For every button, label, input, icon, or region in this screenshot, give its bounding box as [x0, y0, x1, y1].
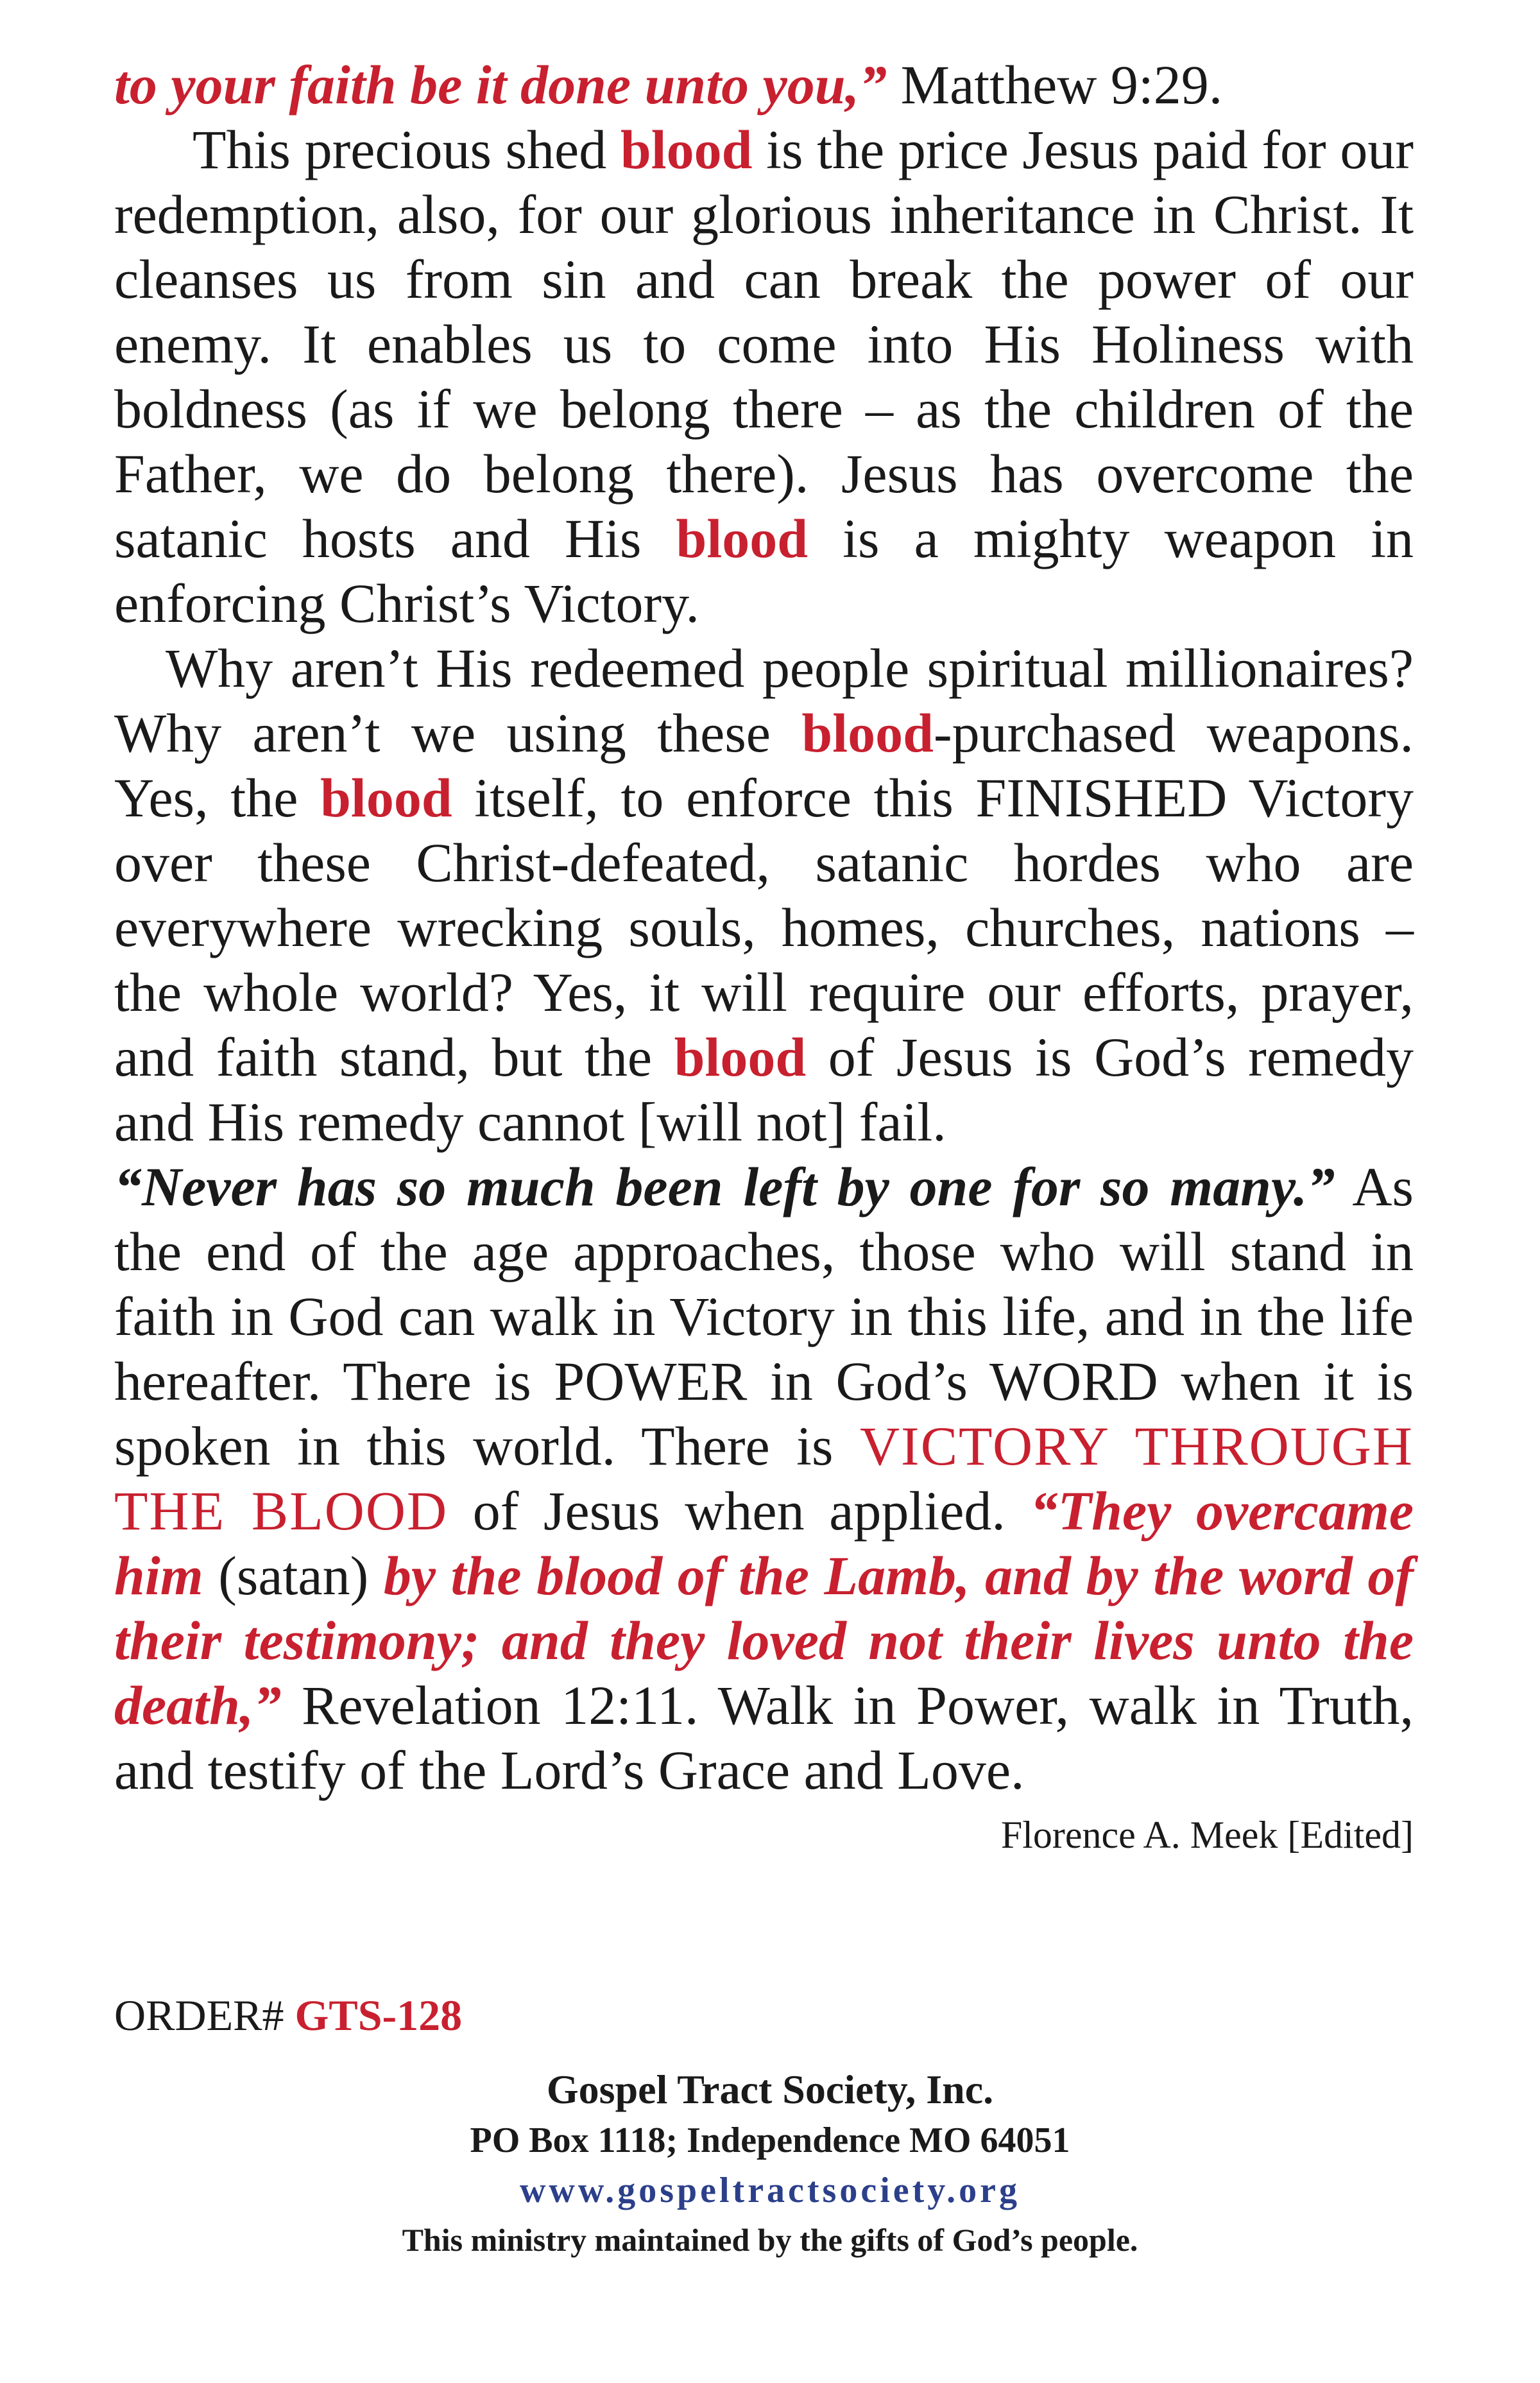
- highlight-blood: blood: [320, 767, 452, 829]
- bold-quote: “Never has so much been left by one for so many.”: [114, 1156, 1335, 1217]
- highlight-blood: blood: [801, 702, 934, 764]
- order-number: [114, 1990, 462, 2041]
- highlight-blood: blood: [674, 1026, 807, 1088]
- order-label: ORDER#: [114, 1991, 295, 2040]
- text-run: -purchased weapons. Yes, the: [114, 702, 1414, 829]
- text-run: (satan): [203, 1545, 384, 1606]
- organization-name: Gospel Tract Society, Inc.: [546, 2067, 994, 2112]
- text-run: As the end of the age approaches, those who will stand in faith in God can walk in Victory in this life, and in the life hereafter. There is POWER in God’s WORD when it is spoken in this world. There is: [114, 1156, 1414, 1477]
- paragraph-never-so-much: [114, 1155, 1414, 1856]
- scripture-reference: Matthew 9:29.: [887, 54, 1223, 116]
- order-code: GTS-128: [295, 1991, 463, 2040]
- author-attribution: Florence A. Meek [Edited]: [1000, 1814, 1414, 1856]
- organization-address: PO Box 1118; Independence MO 64051: [470, 2121, 1070, 2160]
- text-run: This precious shed: [193, 119, 620, 180]
- scripture-quote: “They overcame him: [114, 1480, 1414, 1606]
- text-run: is a mighty weapon in enforcing Christ’s Victory.: [114, 508, 1414, 634]
- text-run: itself, to enforce this FINISHED Victory over these Christ-defeated, satanic hordes who are everywhere wrecking souls, homes, churches, nations – the whole world? Yes, it will require our efforts, prayer, and faith stand, but the: [114, 767, 1414, 1088]
- highlight-victory: VICTORY THROUGH THE BLOOD: [114, 1415, 1414, 1542]
- text-run: Why aren’t His redeemed people spiritual millionaires? Why aren’t we using these: [114, 637, 1414, 764]
- paragraph-opening-quote: [114, 53, 1414, 117]
- ministry-note: This ministry maintained by the gifts of God’s people.: [402, 2222, 1138, 2258]
- text-run: is the price Jesus paid for our redemption, also, for our glorious inheritance in Christ. It cleanses us from sin and can break the power of our enemy. It enables us to come into His Holiness with boldness (as if we belong there – as the children of the Father, we do belong there). Jesus has overcome the satanic hosts and His: [114, 119, 1414, 569]
- text-run: of Jesus is God’s remedy and His remedy cannot [will not] fail.: [114, 1026, 1414, 1153]
- paragraph-precious-blood: [114, 117, 1414, 636]
- scripture-quote: by the blood of the Lamb, and by the word of their testimony; and they loved not their lives unto the death,”: [114, 1545, 1414, 1736]
- text-run: Revelation 12:11. Walk in Power, walk in Truth, and testify of the Lord’s Grace and Love.: [114, 1674, 1414, 1801]
- tract-body: [114, 53, 1414, 1868]
- organization-website[interactable]: www.gospeltractsociety.org: [519, 2171, 1021, 2210]
- text-run: of Jesus when applied.: [448, 1480, 1031, 1542]
- paragraph-spiritual-millionaires: [114, 636, 1414, 1155]
- scripture-quote: to your faith be it done unto you,”: [114, 54, 887, 116]
- highlight-blood: blood: [676, 508, 809, 569]
- highlight-blood: blood: [620, 119, 753, 180]
